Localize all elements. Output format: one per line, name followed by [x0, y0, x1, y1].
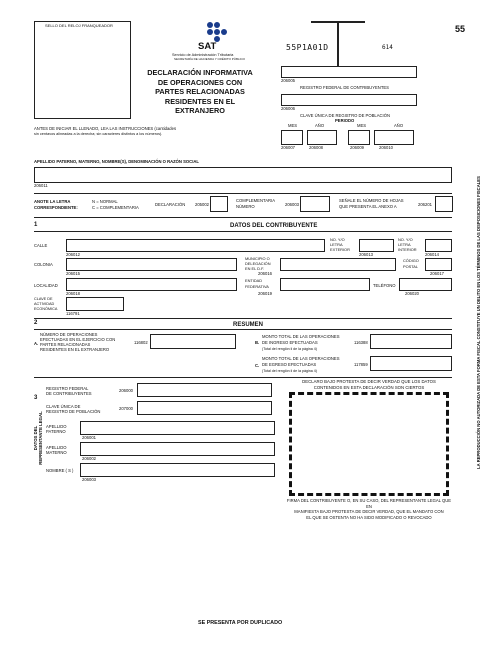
materno-field[interactable] [80, 442, 275, 456]
paterno-field[interactable] [80, 421, 275, 435]
anote-label1: ANOTE LA LETRA [34, 199, 71, 204]
protesta-bottom-line: FIRMA DEL CONTRIBUYENTE O, EN SU CASO, DEL REPRESENTANTE LEGAL QUE EN [286, 498, 452, 509]
title-line: DECLARACIÓN INFORMATIVA [147, 68, 253, 77]
nombres-field[interactable] [80, 463, 275, 477]
title-line: RESIDENTES EN EL [164, 96, 236, 106]
no-ext-l1: NO. Y/O [330, 237, 345, 242]
code-resumen-b: 116388 [354, 340, 368, 345]
hojas-label1: SEÑALE EL NÚMERO DE HOJAS [339, 198, 404, 203]
handwritten-code: 55P1A01D [286, 43, 329, 52]
periodo-ano-2: AÑO [394, 123, 404, 128]
title-line: DE OPERACIONES CON [157, 77, 243, 87]
rep-curp-field[interactable] [137, 401, 272, 415]
signature-box[interactable] [289, 392, 449, 496]
resumen-c-field[interactable] [370, 356, 452, 371]
instructions-line1: ANTES DE INICIAR EL LLENADO, LEA LAS INSTRUCCIONES (cantidades [34, 126, 177, 131]
resumen-b-l2: DE INGRESO EFECTUADAS [262, 340, 318, 345]
hojas-label2: QUE PRESENTA EL ANEXO A [339, 204, 397, 209]
hojas-field[interactable] [435, 196, 453, 212]
code-tel: 206020 [405, 291, 419, 296]
code-comp: 206003 [285, 202, 299, 207]
periodo-mes-1-field[interactable] [281, 130, 303, 145]
resumen-b-l3: (Total del renglón ii de la página 4) [262, 347, 317, 351]
no-int-l2: LETRA [398, 242, 411, 247]
mun-l2: DELEGACIÓN [245, 261, 271, 266]
code-resumen-a: 116802 [134, 340, 148, 345]
code-decl: 205002 [195, 202, 209, 207]
colonia-label: COLONIA [34, 262, 53, 267]
curp-label: CLAVE ÚNICA DE REGISTRO DE POBLACIÓN [300, 113, 390, 118]
protesta-top-line: DECLARO BAJO PROTESTA DE DECIR VERDAD QUE LOS DATOS [302, 379, 436, 384]
localidad-field[interactable] [66, 278, 237, 291]
protesta-bottom [284, 498, 454, 520]
nombres-label: NOMBRE ( S ) [46, 468, 74, 473]
code-rep-curp: 207000 [119, 406, 133, 411]
declaracion-label: DECLARACIÓN [155, 202, 186, 207]
handwritten-number: 614 [382, 44, 393, 51]
cp-l1: CÓDIGO [403, 258, 419, 263]
act-l3: ECONÓMICA [34, 307, 58, 311]
code-cp: 206017 [430, 271, 444, 276]
section1-num: 1 [34, 222, 38, 228]
periodo-mes-2-field[interactable] [348, 130, 370, 145]
rep-rfc-field[interactable] [137, 383, 272, 397]
stamp-label: SELLO DEL RELOJ FRANQUEADOR [45, 23, 113, 28]
code-col: 206015 [66, 271, 80, 276]
resumen-a-l4: RESIDENTES EN EL EXTRANJERO [40, 347, 110, 352]
municipio-field[interactable] [280, 258, 396, 271]
entidad-field[interactable] [280, 278, 370, 291]
protesta-top [284, 379, 454, 390]
code-mun: 206016 [258, 271, 272, 276]
periodo-mes-1: MES [288, 123, 298, 128]
periodo-ano-2-field[interactable] [374, 130, 414, 145]
side-legend [476, 150, 486, 495]
resumen-b-field[interactable] [370, 334, 452, 349]
anote-label2: CORRESPONDIENTE: [34, 205, 78, 210]
code-calle: 206012 [66, 252, 80, 257]
sat-dots-icon [196, 21, 246, 43]
resumen-c-l3: (Total del renglón ii de la página 4) [262, 369, 317, 373]
rfc-field[interactable] [281, 66, 417, 78]
form-title [140, 68, 260, 116]
paterno-l2: PATERNO [46, 429, 66, 434]
code-resumen-c: 117859 [354, 362, 368, 367]
stamp-box [34, 21, 131, 119]
resumen-c-l1: MONTO TOTAL DE LAS OPERACIONES [262, 356, 340, 361]
code-f1: 206007 [281, 145, 295, 150]
side-legend-text: LA REPRODUCCIÓN NO AUTORIZADA DE ESTA FORMA FISCAL CONSTITUYE UN DELITO EN LOS TÉRMINOS DE LAS DISPOSICIONES FISCALES [476, 176, 481, 469]
section3-num: 3 [34, 395, 38, 401]
side-label-line: DATOS DEL [33, 425, 38, 451]
telefono-field[interactable] [399, 278, 452, 291]
rep-curp-l1: CLAVE ÚNICA DE [46, 404, 81, 409]
anote-n: N = NORMAL [92, 199, 118, 204]
ent-l1: ENTIDAD [245, 278, 263, 283]
rfc-label: REGISTRO FEDERAL DE CONTRIBUYENTES [300, 85, 389, 90]
actividad-field[interactable] [66, 297, 124, 311]
rep-rfc-l2: DE CONTRIBUYENTES [46, 391, 92, 396]
telefono-label: TELÉFONO [373, 283, 396, 288]
curp-field[interactable] [281, 94, 417, 106]
section2-num: 2 [34, 320, 38, 326]
paterno-l1: APELLIDO [46, 424, 67, 429]
periodo-ano-1: AÑO [315, 123, 325, 128]
sat-line1: Servicio de Administración Tributaria [172, 53, 234, 57]
periodo-ano-1-field[interactable] [307, 130, 337, 145]
comp-label2: NÚMERO [236, 204, 255, 209]
divider [34, 217, 452, 218]
code-f4: 206010 [379, 145, 393, 150]
act-l2: ACTIVIDAD [34, 302, 55, 306]
declaracion-field[interactable] [210, 196, 228, 212]
resumen-c-l2: DE EGRESO EFECTUADAS [262, 362, 317, 367]
code-f2: 206008 [309, 145, 323, 150]
page-number: 55 [455, 24, 466, 34]
no-int-field[interactable] [425, 239, 452, 252]
resumen-c-letter: C. [255, 363, 260, 368]
cp-field[interactable] [425, 258, 452, 271]
periodo-mes-2: MES [357, 123, 367, 128]
ticket-stem [337, 21, 339, 67]
section2-title: RESUMEN [233, 322, 264, 328]
act-l1: CLAVE DE [34, 297, 53, 301]
resumen-b-letter: B. [255, 340, 260, 345]
divider [34, 318, 452, 319]
code-nom: 206003 [82, 477, 96, 482]
rep-legal-side-label [33, 405, 49, 471]
protesta-top-line: CONTENIDOS EN ESTA DECLARACIÓN SON CIERTOS [313, 384, 425, 390]
colonia-field[interactable] [66, 258, 237, 271]
divider [34, 377, 452, 378]
ent-l2: FEDERATIVA [245, 284, 269, 289]
resumen-a-l3: PARTES RELACIONADAS [40, 342, 91, 347]
no-int-l3: INTERIOR [398, 247, 417, 252]
resumen-a-letter: A. [34, 341, 39, 346]
section1-title: DATOS DEL CONTRIBUYENTE [230, 223, 318, 229]
code-name: 206011 [34, 183, 48, 188]
divider [34, 329, 452, 330]
mun-l1: MUNICIPIO O [245, 256, 270, 261]
no-ext-field[interactable] [359, 239, 394, 252]
no-ext-l2: LETRA [330, 242, 343, 247]
title-line: EXTRANJERO [175, 106, 225, 116]
localidad-label: LOCALIDAD [34, 283, 58, 288]
divider [34, 231, 452, 232]
resumen-a-l1: NÚMERO DE OPERACIONES [40, 332, 98, 337]
code-pat: 206001 [82, 435, 96, 440]
title-line: PARTES RELACIONADAS [155, 87, 245, 97]
resumen-a-l2: EFECTUADAS EN EL EJERCICIO CON [40, 337, 116, 342]
code-hojas: 206201 [418, 202, 432, 207]
cp-l2: POSTAL [403, 264, 419, 269]
anote-c: C = COMPLEMENTARIA [92, 205, 139, 210]
no-int-l1: NO. Y/O [398, 237, 413, 242]
sat-acronym: SAT [198, 41, 217, 52]
calle-label: CALLE [34, 243, 48, 248]
code-curp: 206006 [281, 106, 295, 111]
code-int: 206014 [425, 252, 439, 257]
instructions-line2: sin centavos alineadas a la derecha; sin caracteres distintos a los números). [34, 132, 163, 136]
divider [34, 193, 452, 194]
calle-field[interactable] [66, 239, 325, 252]
code-rfc: 206005 [281, 78, 295, 83]
complementaria-field[interactable] [300, 196, 330, 212]
resumen-a-field[interactable] [150, 334, 236, 349]
code-loc: 206018 [66, 291, 80, 296]
materno-l2: MATERNO [46, 450, 67, 455]
sat-line2: SECRETARÍA DE HACIENDA Y CRÉDITO PÚBLICO [174, 57, 245, 61]
name-field[interactable] [34, 167, 452, 183]
periodo-label: PERIODO [335, 118, 355, 123]
rep-rfc-l1: REGISTRO FEDERAL [46, 386, 89, 391]
code-rep-rfc: 206000 [119, 388, 133, 393]
side-label-line: REPRESENTANTE LEGAL [38, 411, 43, 465]
resumen-b-l1: MONTO TOTAL DE LAS OPERACIONES [262, 334, 340, 339]
footer-text: SE PRESENTA POR DUPLICADO [198, 620, 283, 626]
protesta-bottom-line: MANIFIESTA BAJO PROTESTA DE DECIR VERDAD, QUE EL MANDATO CON [294, 509, 444, 514]
mun-l3: EN EL D.F. [245, 266, 265, 271]
code-ext: 206013 [359, 252, 373, 257]
code-mat: 206002 [82, 456, 96, 461]
no-ext-l3: EXTERIOR [330, 247, 350, 252]
materno-l1: APELLIDO [46, 445, 67, 450]
code-ent: 206019 [258, 291, 272, 296]
code-act: 116791 [66, 311, 80, 316]
rep-curp-l2: REGISTRO DE POBLACIÓN [46, 409, 101, 414]
comp-label1: COMPLEMENTARIA [236, 198, 276, 203]
name-label: APELLIDO PATERNO, MATERNO, NOMBRE(S), DENOMINACIÓN O RAZÓN SOCIAL [34, 159, 199, 164]
code-f3: 206009 [350, 145, 364, 150]
protesta-bottom-line: EL QUE SE OSTENTA NO HA SIDO MODIFICADO O REVOCADO [306, 514, 432, 520]
